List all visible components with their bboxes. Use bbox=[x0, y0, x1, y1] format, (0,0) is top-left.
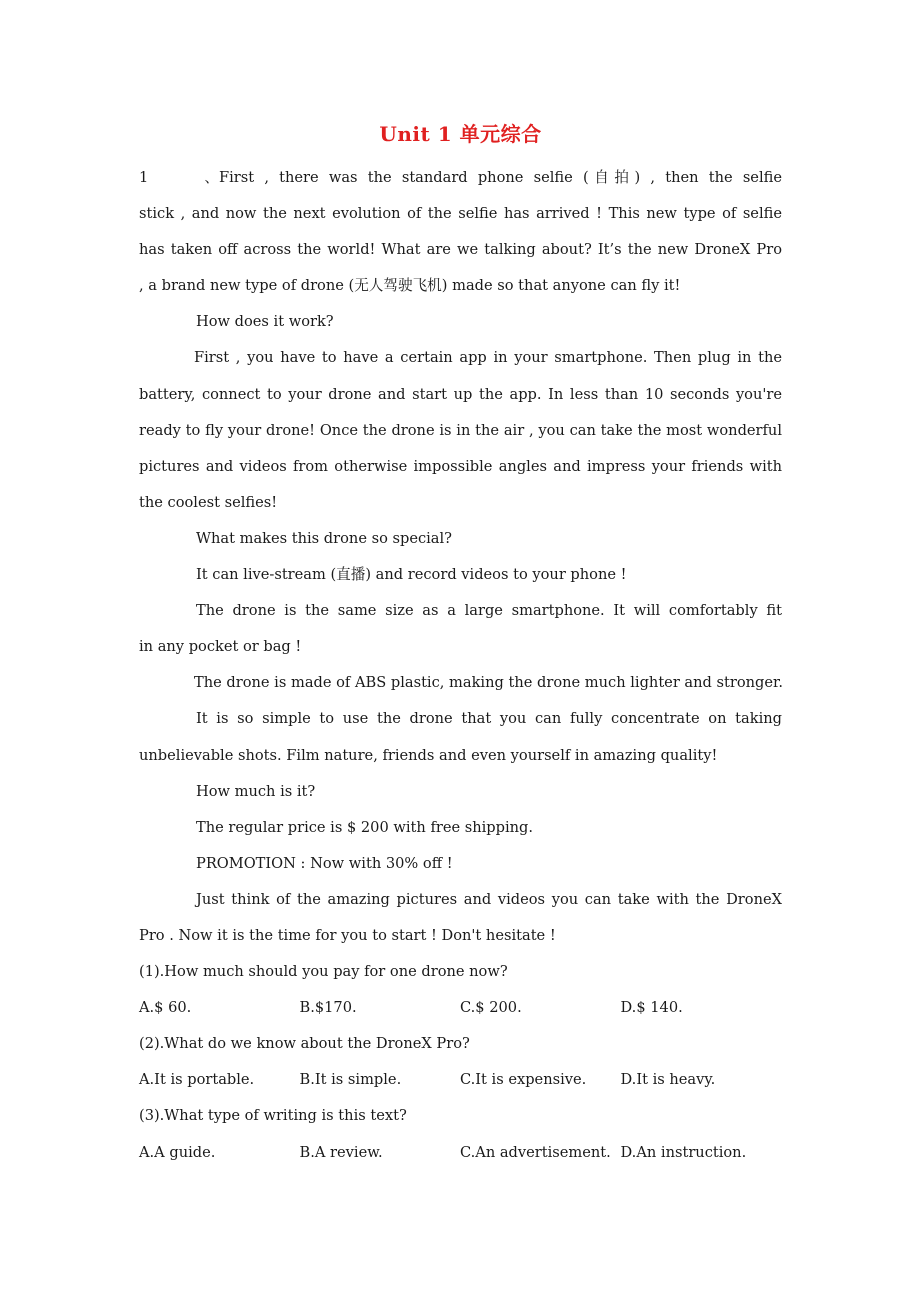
passage-subheading: How much is it? bbox=[196, 782, 316, 800]
option-a: A.A guide. bbox=[139, 1143, 216, 1161]
option-b: B.$170. bbox=[299, 999, 357, 1017]
answer-options bbox=[139, 1062, 782, 1098]
option-d: D.It is heavy. bbox=[620, 1071, 716, 1089]
passage-line: The drone is the same size as a large smartphone. It will comfortably fit bbox=[196, 602, 782, 620]
option-d: D.An instruction. bbox=[620, 1143, 747, 1161]
passage-line: has taken off across the world! What are we talking about? It’s the new DroneX Pro bbox=[139, 241, 782, 259]
passage-line: , a brand new type of drone (无人驾驶飞机) made so that anyone can fly it! bbox=[139, 277, 681, 295]
option-b: B.It is simple. bbox=[299, 1071, 402, 1089]
passage-line bbox=[139, 160, 782, 196]
passage-line: PROMOTION : Now with 30% off ! bbox=[196, 854, 453, 872]
passage-line: Pro . Now it is the time for you to start ! Don't hesitate ! bbox=[139, 926, 556, 944]
answer-options bbox=[139, 990, 782, 1026]
page-title: Unit 1 单元综合 bbox=[379, 122, 542, 146]
passage-line: It can live-stream (直播) and record videos to your phone ! bbox=[196, 566, 627, 584]
passage-line: First , you have to have a certain app in your smartphone. Then plug in the bbox=[194, 349, 782, 367]
passage-subheading: How does it work? bbox=[196, 313, 334, 331]
question-stem: (2).What do we know about the DroneX Pro? bbox=[139, 1035, 470, 1053]
passage-line: stick , and now the next evolution of the selfie has arrived ! This new type of selfie bbox=[139, 205, 782, 223]
passage-line: The regular price is $ 200 with free shipping. bbox=[196, 818, 534, 836]
passage-line: The drone is made of ABS plastic, making the drone much lighter and stronger. bbox=[194, 674, 784, 692]
option-c: C.$ 200. bbox=[460, 999, 522, 1017]
passage-line: Just think of the amazing pictures and videos you can take with the DroneX bbox=[196, 890, 782, 908]
option-c: C.It is expensive. bbox=[460, 1071, 587, 1089]
option-a: A.It is portable. bbox=[139, 1071, 255, 1089]
option-d: D.$ 140. bbox=[620, 999, 683, 1017]
passage-subheading: What makes this drone so special? bbox=[196, 529, 453, 547]
question-stem: (3).What type of writing is this text? bbox=[139, 1107, 407, 1125]
passage-line: It is so simple to use the drone that you can fully concentrate on taking bbox=[196, 710, 782, 728]
answer-options bbox=[139, 1135, 782, 1171]
option-c: C.An advertisement. bbox=[460, 1143, 611, 1161]
passage-line: unbelievable shots. Film nature, friends and even yourself in amazing quality! bbox=[139, 746, 718, 764]
option-b: B.A review. bbox=[299, 1143, 383, 1161]
passage-line: in any pocket or bag ! bbox=[139, 638, 302, 656]
passage-line: the coolest selfies! bbox=[139, 493, 278, 511]
question-stem: (1).How much should you pay for one drone now? bbox=[139, 963, 508, 981]
question-number: 1、 bbox=[139, 169, 219, 186]
option-a: A.$ 60. bbox=[139, 999, 192, 1017]
passage-line: battery, connect to your drone and start up the app. In less than 10 seconds you're bbox=[139, 385, 782, 403]
passage-line: ready to fly your drone! Once the drone is in the air , you can take the most wonderful bbox=[139, 421, 782, 439]
passage-line: pictures and videos from otherwise impossible angles and impress your friends with bbox=[139, 457, 782, 475]
passage-body bbox=[139, 160, 782, 1171]
passage-text: First , there was the standard phone selfie (自拍) , then the selfie bbox=[219, 169, 782, 186]
